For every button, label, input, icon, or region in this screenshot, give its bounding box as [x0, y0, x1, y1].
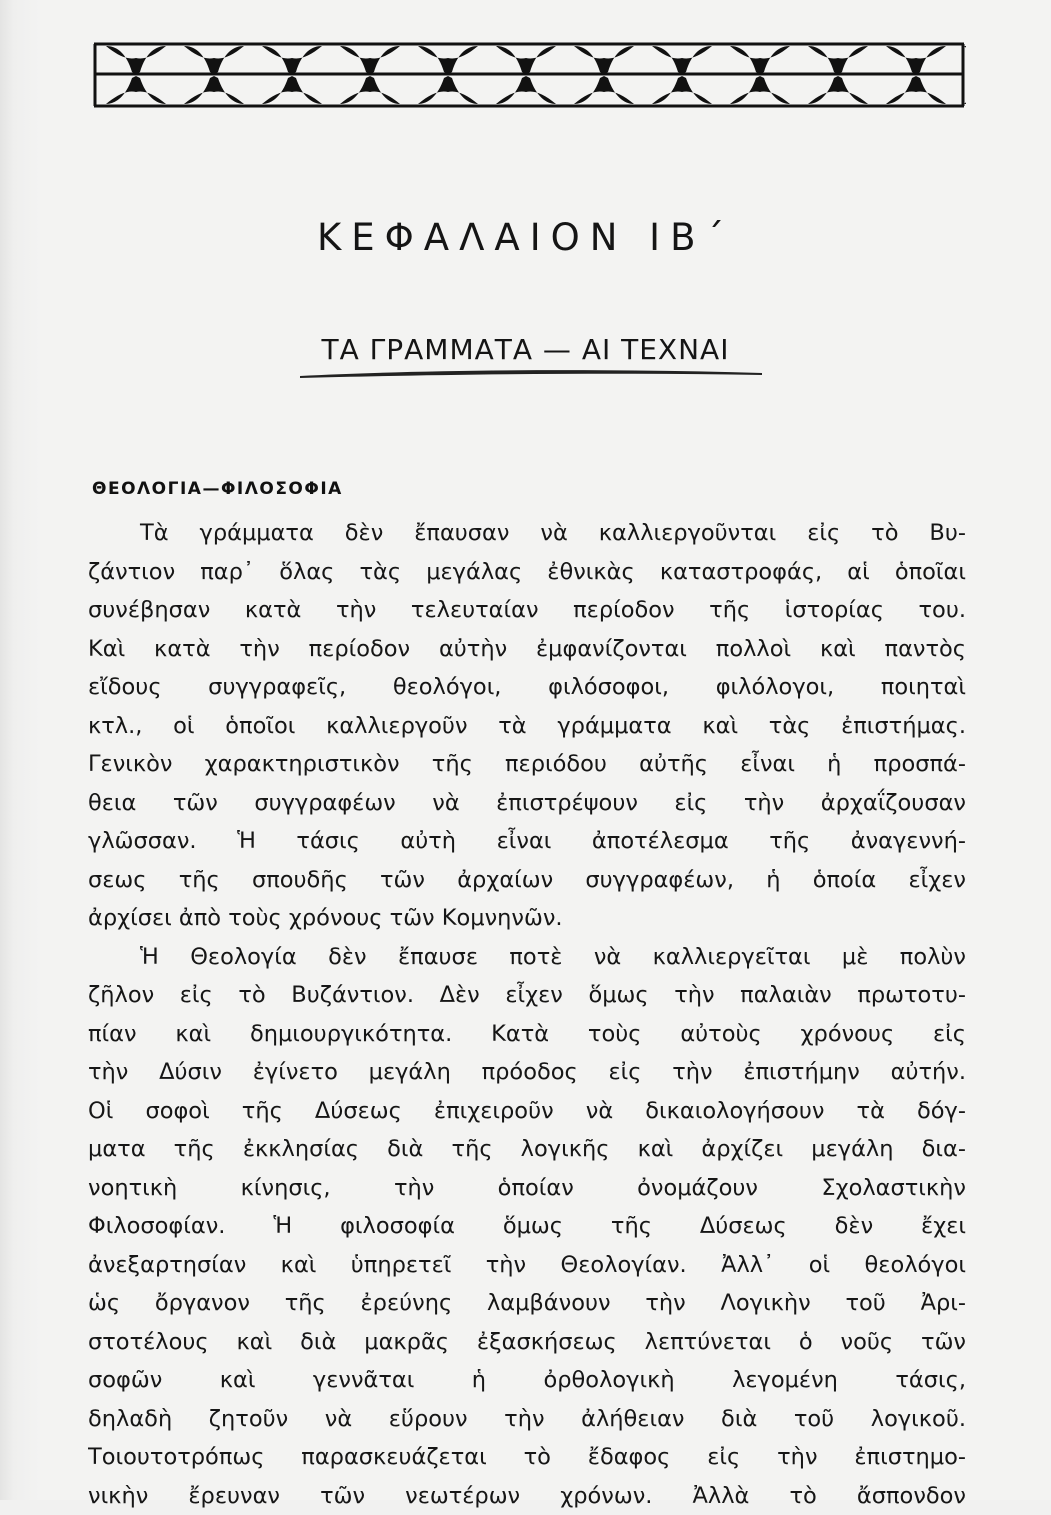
ornament-motif — [496, 46, 556, 74]
ornament-motif — [808, 76, 868, 104]
ornament-motif — [184, 46, 244, 74]
ornament-motif — [496, 76, 556, 104]
ornament-motif — [262, 46, 322, 74]
ornament-motif — [886, 46, 946, 74]
ornament-motif — [106, 76, 166, 104]
subheading-theology-philosophy: ΘΕΟΛΟΓΙΑ—ΦΙΛΟΣΟΦΙΑ — [92, 479, 343, 499]
text-line: ζῆλον εἰς τὸ Βυζάντιον. Δὲν εἶχεν ὅμως τὴν παλαιὰν πρωτοτυ- — [88, 976, 966, 1015]
chapter-title: ΚΕΦΑΛΑΙΟΝ ΙΒ΄ — [0, 216, 1051, 259]
text-line: Φιλοσοφίαν. Ἡ φιλοσοφία ὅμως τῆς Δύσεως δὲν ἔχει — [88, 1207, 966, 1246]
ornament-motif — [418, 76, 478, 104]
ornament-motif — [730, 76, 790, 104]
text-line: κτλ., οἱ ὁποῖοι καλλιεργοῦν τὰ γράμματα καὶ τὰς ἐπιστήμας. — [88, 707, 966, 746]
text-line: σεως τῆς σπουδῆς τῶν ἀρχαίων συγγραφέων, ἡ ὁποία εἶχεν — [88, 861, 966, 900]
text-line: τὴν Δύσιν ἐγίνετο μεγάλη πρόοδος εἰς τὴν ἐπιστήμην αὐτήν. — [88, 1053, 966, 1092]
text-line: σοφῶν καὶ γεννᾶται ἡ ὀρθολογικὴ λεγομένη τάσις, — [88, 1361, 966, 1400]
text-line: γλῶσσαν. Ἡ τάσις αὐτὴ εἶναι ἀποτέλεσμα τῆς ἀναγεννή- — [88, 822, 966, 861]
ornament-motif — [418, 46, 478, 74]
paragraph-1 — [88, 514, 966, 938]
ornament-motif — [652, 46, 712, 74]
title-underline-flourish — [296, 366, 766, 382]
text-line: δηλαδὴ ζητοῦν νὰ εὕρουν τὴν ἀλήθειαν διὰ τοῦ λογικοῦ. — [88, 1400, 966, 1439]
text-line: Τὰ γράμματα δὲν ἔπαυσαν νὰ καλλιεργοῦνται εἰς τὸ Βυ- — [88, 514, 966, 553]
ornament-motif — [184, 76, 244, 104]
ornament-motif — [574, 46, 634, 74]
paragraph-2 — [88, 938, 966, 1515]
text-line: ματα τῆς ἐκκλησίας διὰ τῆς λογικῆς καὶ ἀρχίζει μεγάλη δια- — [88, 1130, 966, 1169]
body-text — [88, 514, 966, 1515]
text-line: Οἱ σοφοὶ τῆς Δύσεως ἐπιχειροῦν νὰ δικαιολογήσουν τὰ δόγ- — [88, 1092, 966, 1131]
text-line: εἴδους συγγραφεῖς, θεολόγοι, φιλόσοφοι, φιλόλογοι, ποιηταὶ — [88, 668, 966, 707]
section-title: ΤΑ ΓΡΑΜΜΑΤΑ — ΑΙ ΤΕΧΝΑΙ — [0, 333, 1051, 366]
text-line: νοητικὴ κίνησις, τὴν ὁποίαν ὀνομάζουν Σχολαστικὴν — [88, 1169, 966, 1208]
text-line: Τοιουτοτρόπως παρασκευάζεται τὸ ἔδαφος εἰς τὴν ἐπιστημο- — [88, 1438, 966, 1477]
text-line: Ἡ Θεολογία δὲν ἔπαυσε ποτὲ νὰ καλλιεργεῖται μὲ πολὺν — [88, 938, 966, 977]
ornament-border — [92, 38, 966, 112]
ornament-motif — [808, 46, 868, 74]
text-line: συνέβησαν κατὰ τὴν τελευταίαν περίοδον τῆς ἱστορίας του. — [88, 591, 966, 630]
ornament-motif — [106, 46, 166, 74]
text-line: ὡς ὄργανον τῆς ἐρεύνης λαμβάνουν τὴν Λογικὴν τοῦ Ἀρι- — [88, 1284, 966, 1323]
ornament-motif — [652, 76, 712, 104]
text-line: στοτέλους καὶ διὰ μακρᾶς ἐξασκήσεως λεπτύνεται ὁ νοῦς τῶν — [88, 1323, 966, 1362]
text-line: Καὶ κατὰ τὴν περίοδον αὐτὴν ἐμφανίζονται πολλοὶ καὶ παντὸς — [88, 630, 966, 669]
ornament-motif — [730, 46, 790, 74]
text-line: ἀνεξαρτησίαν καὶ ὑπηρετεῖ τὴν Θεολογίαν. Ἀλλ᾽ οἱ θεολόγοι — [88, 1246, 966, 1285]
text-line: νικὴν ἔρευναν τῶν νεωτέρων χρόνων. Ἀλλὰ τὸ ἄσπονδον — [88, 1477, 966, 1515]
ornament-motif — [340, 46, 400, 74]
text-line: πίαν καὶ δημιουργικότητα. Κατὰ τοὺς αὐτοὺς χρόνους εἰς — [88, 1015, 966, 1054]
text-line: Γενικὸν χαρακτηριστικὸν τῆς περιόδου αὐτῆς εἶναι ἡ προσπά- — [88, 745, 966, 784]
ornament-motif — [574, 76, 634, 104]
text-line: ἀρχίσει ἀπὸ τοὺς χρόνους τῶν Κομνηνῶν. — [88, 899, 966, 938]
ornament-motif — [340, 76, 400, 104]
text-line: θεια τῶν συγγραφέων νὰ ἐπιστρέψουν εἰς τὴν ἀρχαΐζουσαν — [88, 784, 966, 823]
text-line: ζάντιον παρ᾽ ὅλας τὰς μεγάλας ἐθνικὰς καταστροφάς, αἱ ὁποῖαι — [88, 553, 966, 592]
ornament-motif — [886, 76, 946, 104]
ornament-motif — [262, 76, 322, 104]
